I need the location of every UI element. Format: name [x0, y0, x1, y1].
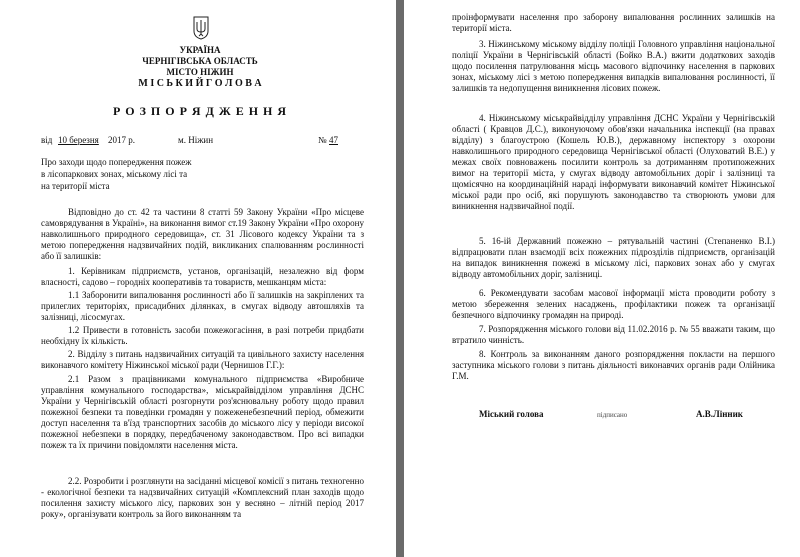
- header-country: УКРАЇНА: [179, 45, 221, 55]
- page-gap: [396, 0, 404, 557]
- paragraph-2: 2. Відділу з питань надзвичайних ситуацій та цивільного захисту населення виконавчого комітету Ніжинської міської ради (Чернишов Г.Г.):: [41, 349, 364, 370]
- document-page-2: [404, 0, 800, 557]
- subject-line-2: в лісопаркових зонах, міському лісі та: [41, 169, 188, 179]
- number-prefix: №: [318, 135, 327, 145]
- paragraph-7: 7. Розпорядження міського голови від 11.02.2016 р. № 55 вважати таким, що втратило чинність.: [452, 324, 775, 345]
- paragraph-1-1: 1.1 Заборонити випалювання рослинності або її залишків на закріплених та прилеглих територіях, присадибних ділянках, в смугах відводу автошляхів та залізниці, лісосмугах.: [41, 290, 364, 322]
- document-title: Р О З П О Р Я Д Ж Е Н Н Я: [112, 104, 288, 118]
- paragraph-1-2: 1.2 Привести в готовність засоби пожежогасіння, в разі потреби придбати необхідну їх кількість.: [41, 325, 364, 346]
- paragraph-1: 1. Керівникам підприємств, установ, організацій, незалежно від форм власності, садово – городніх кооперативів та товариств, мешканцям міста:: [41, 266, 364, 287]
- paragraph-4: 4. Ніжинському міськрайвідділу управління ДСНС України у Чернігівській області ( Кравцов Д.С.), виконуючому обов'язки начальника інспекції (на правах відділу) з благоустрою (Кошель Ю.В.), державному інспектору з охорони навколишнього природного середовища Чернігівської області (Олуховатий В.Е.) у межах своїх повноважень посилити контроль за дотриманням протипожежних вимог на території міста, у смугах відводу автомобільних доріг і залізниці та щомісячно на координаційній нараді інформувати виконавчий комітет Ніжинської міської ради про осіб, які порушують законодавство та створюють умови для виникнення надзвичайної події.: [452, 113, 775, 211]
- coat-of-arms-icon: [193, 16, 209, 40]
- signature-name: А.В.Лінник: [696, 409, 743, 419]
- header-mayor: М І С Ь К И Й Г О Л О В А: [138, 78, 262, 89]
- paragraph-2-2-continued: проінформувати населення про заборону випалювання рослинних залишків на території міста.: [452, 12, 775, 33]
- signature-title: Міський голова: [479, 409, 544, 419]
- intro-paragraph: Відповідно до ст. 42 та частини 8 статті 59 Закону України «Про місцеве самоврядування в Україні», на виконання вимог ст.19 Закону України «Про охорону навколишнього природного середовища», ст. 31 Лісового кодексу України та з метою попередження надзвичайних подій, викликаних спалюванням рослинності або її залишків:: [41, 207, 364, 261]
- paragraph-2-2: 2.2. Розробити і розглянути на засіданні місцевої комісії з питань техногенно - екологічної безпеки та надзвичайних ситуацій «Комплексний план заходів щодо посилення захисту міського лісу, паркових зон у весняно – літній період 2017 року», організувати контроль за його виконанням та: [41, 476, 364, 519]
- document-page-1: [0, 0, 396, 557]
- header-city: МІСТО НІЖИН: [166, 67, 234, 77]
- paragraph-5: 5. 16-ій Державний пожежно – рятувальній частині (Степаненко В.І.) відпрацювати план взаємодії всіх пожежних підрозділів підприємств, організацій на випадок виникнення пожежі в міському лісі, паркових зонах або у смугах відводу автомобільних доріг, залізниці.: [452, 236, 775, 279]
- signature-mark: підписано: [597, 411, 628, 419]
- paragraph-8: 8. Контроль за виконанням даного розпорядження покласти на першого заступника міського голови з питань діяльності виконавчих органів ради Олійника Г.М.: [452, 349, 775, 381]
- number-value: 47: [329, 135, 338, 145]
- date-prefix: від: [41, 135, 53, 145]
- date-year: 2017 р.: [108, 135, 135, 145]
- paragraph-2-1: 2.1 Разом з працівниками комунального підприємства «Виробниче управління комунального господарства», міськрайвідділом управління ДСНС України у Чернігівській області розгорнути роз'яснювальну роботу щодо правил пожежної безпеки та поведінки громадян у пожеженебезпечний період, обмежити доступ населення та в'їзд транспортних засобів до міського лісу у періоди високої пожежної небезпеки в порядку, передбаченому законодавством. Про всі випадки пожеж та їх причини повідомляти населення міста.: [41, 374, 364, 450]
- paragraph-6: 6. Рекомендувати засобам масової інформації міста проводити роботу з метою збереження зелених насаджень, профілактики пожеж та організації безпечного відпочинку громадян на природі.: [452, 288, 775, 320]
- subject-line-1: Про заходи щодо попередження пожеж: [41, 157, 192, 167]
- paragraph-3: 3. Ніжинському міському відділу поліції Головного управління національної поліції України в Чернігівській області (Бойко В.А.) вжити додаткових заходів щодо посилення патрулювання місць масового відпочинку населення в паркових зонах, міському лісі з метою попередження випадків випалювання рослинності, її залишків та недопущення виникнення лісових пожеж.: [452, 39, 775, 93]
- subject-line-3: на території міста: [41, 181, 110, 191]
- city-label: м. Ніжин: [178, 135, 214, 145]
- header-region: ЧЕРНІГІВСЬКА ОБЛАСТЬ: [142, 56, 258, 66]
- date-value: 10 березня: [58, 135, 99, 145]
